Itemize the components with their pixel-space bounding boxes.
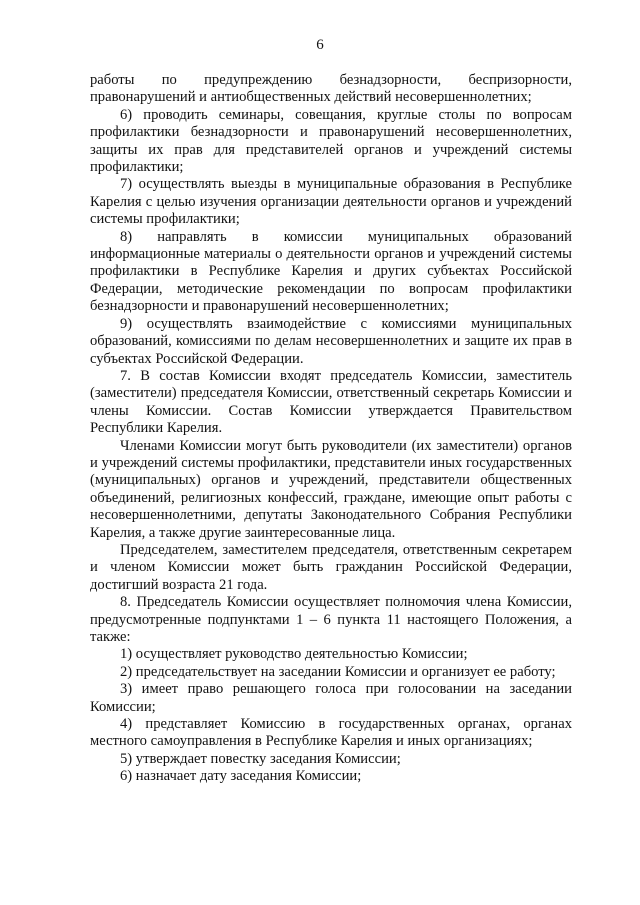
paragraph: Членами Комиссии могут быть руководители (их заместители) органов и учреждений системы профилактики, представители иных государственных (муниципальных) органов и учреждений, представители общественных объединений, религиозных конфессий, граждане, имеющие опыт работы с несовершеннолетними, депутаты Законодательного Собрания Республики Карелия, а также другие заинтересованные лица. <box>90 437 572 541</box>
paragraph: Председателем, заместителем председателя, ответственным секретарем и членом Комиссии может быть гражданин Российской Федерации, достигший возраста 21 года. <box>90 541 572 593</box>
paragraph: 9) осуществлять взаимодействие с комиссиями муниципальных образований, комиссиями по делам несовершеннолетних и защите их прав в субъектах Российской Федерации. <box>90 315 572 367</box>
paragraph: 3) имеет право решающего голоса при голосовании на заседании Комиссии; <box>90 681 572 715</box>
paragraph: 8. Председатель Комиссии осуществляет полномочия члена Комиссии, предусмотренные подпунктами 1 – 6 пункта 11 настоящего Положения, а также: <box>90 594 572 645</box>
paragraph: 8) направлять в комиссии муниципальных образований информационные материалы о деятельности органов и учреждений системы профилактики в Республике Карелия и других субъектах Российской Федерации, методические рекомендации по вопросам профилактики безнадзорности и правонарушений несовершеннолетних; <box>90 228 572 315</box>
paragraph: 6) назначает дату заседания Комиссии; <box>120 768 362 785</box>
body-text <box>90 72 572 786</box>
paragraph: 4) представляет Комиссию в государственных органах, органах местного самоуправления в Республике Карелия и иных организациях; <box>90 716 572 750</box>
paragraph: 2) председательствует на заседании Комиссии и организует ее работу; <box>120 663 556 680</box>
page-number: 6 <box>316 37 324 53</box>
paragraph: 5) утверждает повестку заседания Комиссии; <box>120 750 401 767</box>
paragraph: 7. В состав Комиссии входят председатель Комиссии, заместитель (заместители) председателя Комиссии, ответственный секретарь Комиссии и члены Комиссии. Состав Комиссии утверждается Правительством Республики Карелия. <box>90 367 572 437</box>
paragraph: 7) осуществлять выезды в муниципальные образования в Республике Карелия с целью изучения организации деятельности органов и учреждений системы профилактики; <box>90 176 572 228</box>
paragraph: 1) осуществляет руководство деятельностью Комиссии; <box>120 646 468 663</box>
paragraph: работы по предупреждению безнадзорности, беспризорности, правонарушений и антиобщественных действий несовершеннолетних; <box>90 72 572 106</box>
paragraph: 6) проводить семинары, совещания, круглые столы по вопросам профилактики безнадзорности и правонарушений несовершеннолетних, защиты их прав для представителей органов и учреждений системы профилактики; <box>90 106 572 176</box>
